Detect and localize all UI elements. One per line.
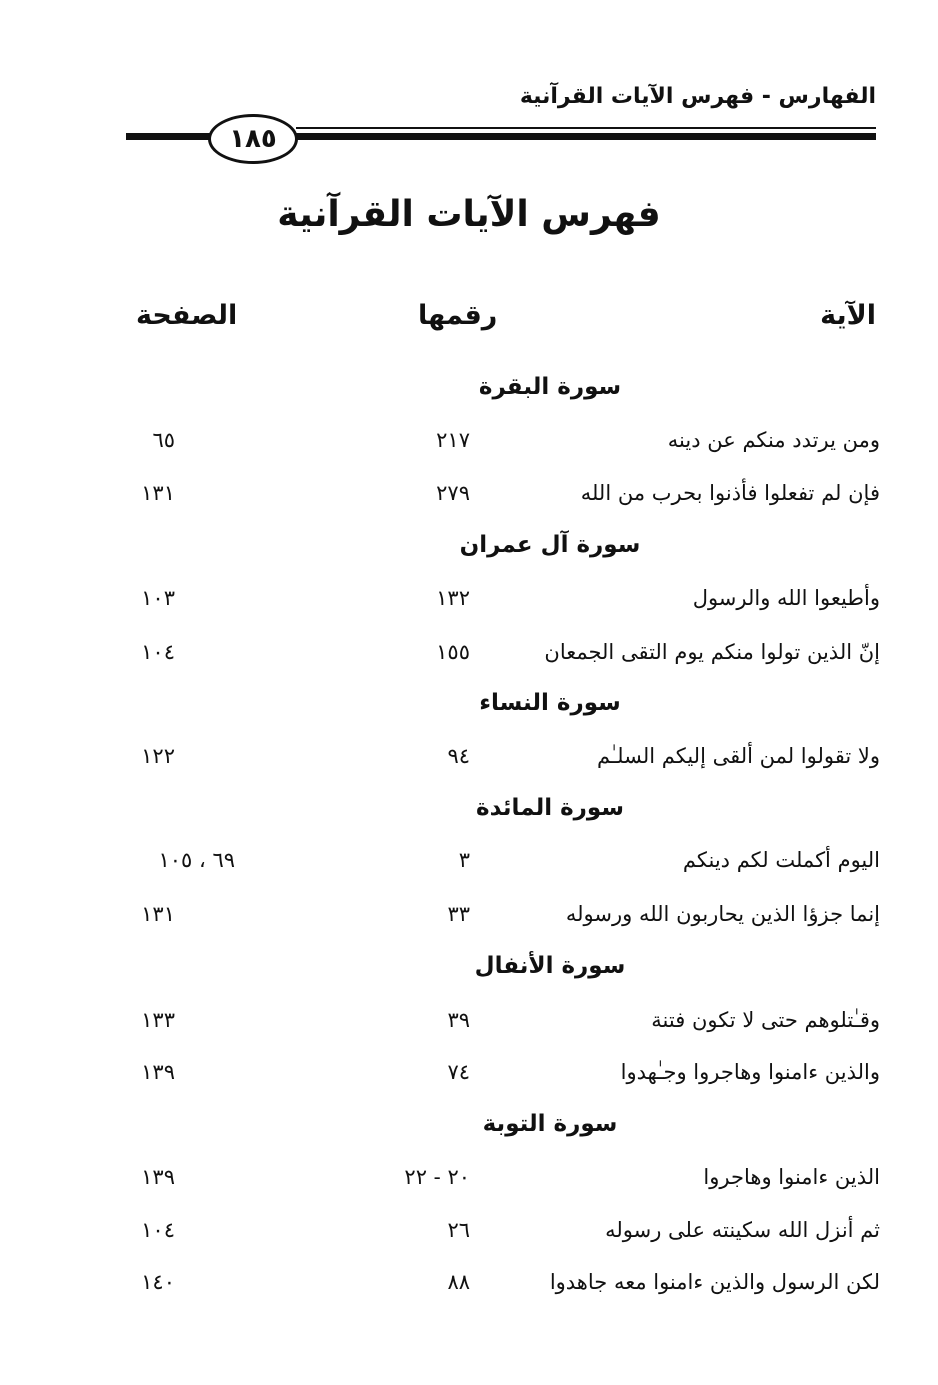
header-rule-thin [296,127,876,129]
ayah-number: ٧٤ [447,1060,470,1084]
ayah-number: ١٣٢ [436,586,470,610]
ayah-text: إنما جزؤا الذين يحاربون الله ورسوله [565,902,880,926]
ayah-number: ٢٠ - ٢٢ [404,1165,470,1189]
ayah-text: اليوم أكملت لكم دينكم [682,848,880,872]
ayah-text: والذين ءامنوا وهاجروا وجـٰهدوا [620,1060,880,1084]
ayah-text: وقـٰتلوهم حتى لا تكون فتنة [651,1008,880,1032]
page-title: فهرس الآيات القرآنية [277,194,661,235]
ayah-number: ٨٨ [447,1270,470,1294]
page-ref: ٦٩ ، ١٠٥ [158,848,235,872]
page-ref: ١٣٩ [141,1060,175,1084]
header-rule-right [296,133,876,140]
ayah-text: ومن يرتدد منكم عن دينه [667,428,880,452]
column-header-page: الصفحة [136,300,238,331]
page-ref: ١٣١ [141,902,175,926]
page-ref: ١٠٤ [141,640,175,664]
ayah-number: ٩٤ [447,744,470,768]
ayah-number: ١٥٥ [436,640,470,664]
ayah-number: ٣ [458,848,470,872]
header-rule-left [126,133,216,140]
surah-heading: سورة آل عمران [459,532,641,558]
ayah-number: ٢٦ [447,1218,470,1242]
ayah-number: ٣٩ [447,1008,470,1032]
surah-heading: سورة المائدة [476,795,624,821]
ayah-number: ٣٣ [447,902,470,926]
running-header: الفهارس - فهرس الآيات القرآنية [519,84,876,109]
ayah-text: فإن لم تفعلوا فأذنوا بحرب من الله [580,481,880,505]
ayah-text: إنّ الذين تولوا منكم يوم التقى الجمعان [544,640,880,664]
page-ref: ١٠٤ [141,1218,175,1242]
page-number: ١٨٥ [208,114,298,164]
ayah-number: ٢٧٩ [436,481,470,505]
page-ref: ١٤٠ [141,1270,175,1294]
ayah-text: لكن الرسول والذين ءامنوا معه جاهدوا [549,1270,880,1294]
page-ref: ٦٥ [152,428,175,452]
column-header-number: رقمها [418,300,498,331]
page-ref: ١٣٣ [141,1008,175,1032]
page-ref: ١٣١ [141,481,175,505]
page-ref: ١٢٢ [141,744,175,768]
page-ref: ١٣٩ [141,1165,175,1189]
surah-heading: سورة التوبة [482,1111,618,1137]
surah-heading: سورة الأنفال [474,953,626,979]
ayah-number: ٢١٧ [436,428,470,452]
surah-heading: سورة النساء [479,690,621,716]
column-header-ayah: الآية [820,300,876,331]
ayah-text: ثم أنزل الله سكينته على رسوله [605,1218,880,1242]
surah-heading: سورة البقرة [478,374,622,400]
ayah-text: ولا تقولوا لمن ألقى إليكم السلـٰم [597,744,880,768]
ayah-text: وأطيعوا الله والرسول [692,586,880,610]
page-ref: ١٠٣ [141,586,175,610]
ayah-text: الذين ءامنوا وهاجروا [703,1165,880,1189]
